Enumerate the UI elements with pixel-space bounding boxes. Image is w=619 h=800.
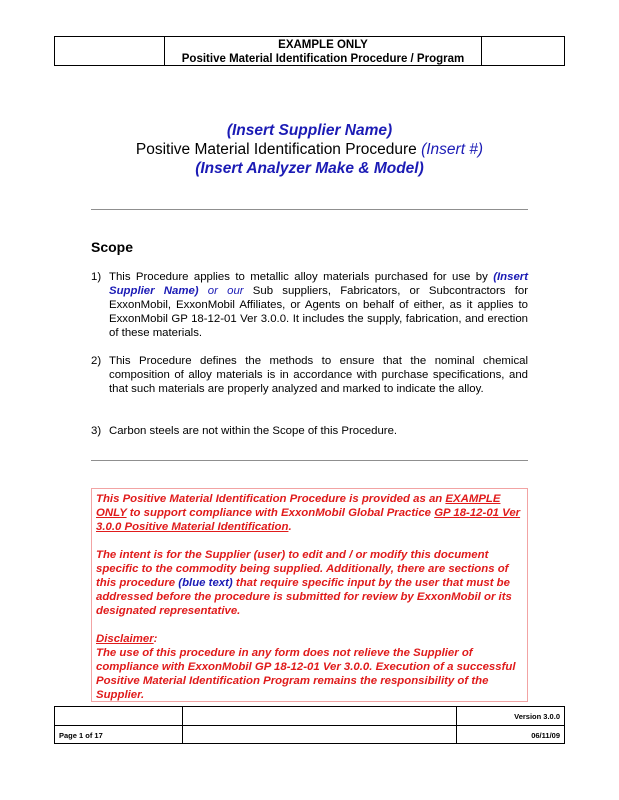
- divider-top: [91, 209, 528, 210]
- title-supplier: (Insert Supplier Name): [226, 122, 393, 139]
- scope-item-3-text: Carbon steels are not within the Scope of this Procedure.: [109, 425, 398, 437]
- scope-heading: Scope: [91, 239, 134, 255]
- scope-item-1-number: 1): [91, 271, 102, 283]
- footer-table: [54, 706, 565, 744]
- notice-example-only: EXAMPLE ONLY: [96, 493, 501, 519]
- notice-gp-reference: GP 18-12-01 Ver 3.0.0 Positive Material Identification: [96, 507, 521, 533]
- scope-item-2-text: This Procedure defines the methods to ensure that the nominal chemical composition of alloy materials is in accordance with purchase specifications, and that such materials are properly analyzed and marked to indicate the alloy.: [109, 355, 528, 395]
- header-cell-right: [482, 37, 564, 65]
- scope-item-2-number: 2): [91, 355, 102, 367]
- disclaimer-label: Disclaimer: [96, 633, 154, 645]
- header-cell-title: [165, 37, 482, 65]
- header-cell-left: [55, 37, 165, 65]
- notice-box: [91, 488, 528, 702]
- title-insert-number: (Insert #): [421, 141, 484, 158]
- notice-blue-text: (blue text): [178, 577, 233, 589]
- title-main-line: [54, 140, 565, 159]
- header-example-only: EXAMPLE ONLY: [278, 39, 368, 51]
- footer-date: 06/11/09: [531, 731, 560, 740]
- scope-item-1-supplier: (Insert Supplier Name): [109, 271, 528, 297]
- footer-page-number: Page 1 of 17: [55, 726, 183, 743]
- disclaimer-text: The use of this procedure in any form does not relieve the Supplier of compliance with ExxonMobil GP 18-12-01 Ver 3.0.0. Execution of a successful Positive Material Identification Program remains the responsibility of the Supplier.: [96, 647, 516, 701]
- scope-item-1-text-pre: This Procedure applies to metallic alloy materials purchased for use by: [109, 271, 494, 283]
- notice-disclaimer: Disclaimer: The use of this procedure in any form does not relieve the Supplier of compliance with ExxonMobil GP 18-12-01 Ver 3.0.0. Execution of a successful Positive Material Identification Program remains the responsibility of the Supplier.: [96, 632, 523, 702]
- scope-item-2: [91, 354, 528, 396]
- scope-item-3-number: 3): [91, 425, 102, 437]
- header-procedure-title: Positive Material Identification Procedure / Program: [181, 53, 465, 65]
- notice-paragraph-2: The intent is for the Supplier (user) to edit and / or modify this document specific to the commodity being supplied. Additionally, there are sections of this procedure (blue text) that require specific input by the user that must be addressed before the procedure is submitted for review by ExxonMobil or its designated representative.: [96, 549, 512, 617]
- scope-item-1-text-post: Sub suppliers, Fabricators, or Subcontractors for ExxonMobil, ExxonMobil Affiliates, or Agents on behalf of either, as it applies to ExxonMobil GP 18-12-01 Ver 3.0.0. It includes the supply, fabrication, and erection of these materials.: [109, 285, 528, 339]
- scope-item-1: [91, 270, 528, 340]
- notice-paragraph-1: This Positive Material Identification Procedure is provided as an EXAMPLE ONLY to support compliance with ExxonMobil Global Practice GP 18-12-01 Ver 3.0.0 Positive Material Identification.: [96, 493, 521, 533]
- scope-item-1-or-our: or our: [198, 285, 244, 297]
- footer-version: Version 3.0.0: [514, 712, 560, 721]
- title-main: Positive Material Identification Procedure: [135, 141, 417, 158]
- scope-item-3: [91, 424, 528, 438]
- title-analyzer: (Insert Analyzer Make & Model): [195, 160, 424, 177]
- header-table: [54, 36, 565, 66]
- divider-bottom: [91, 460, 528, 461]
- title-block: [54, 121, 565, 178]
